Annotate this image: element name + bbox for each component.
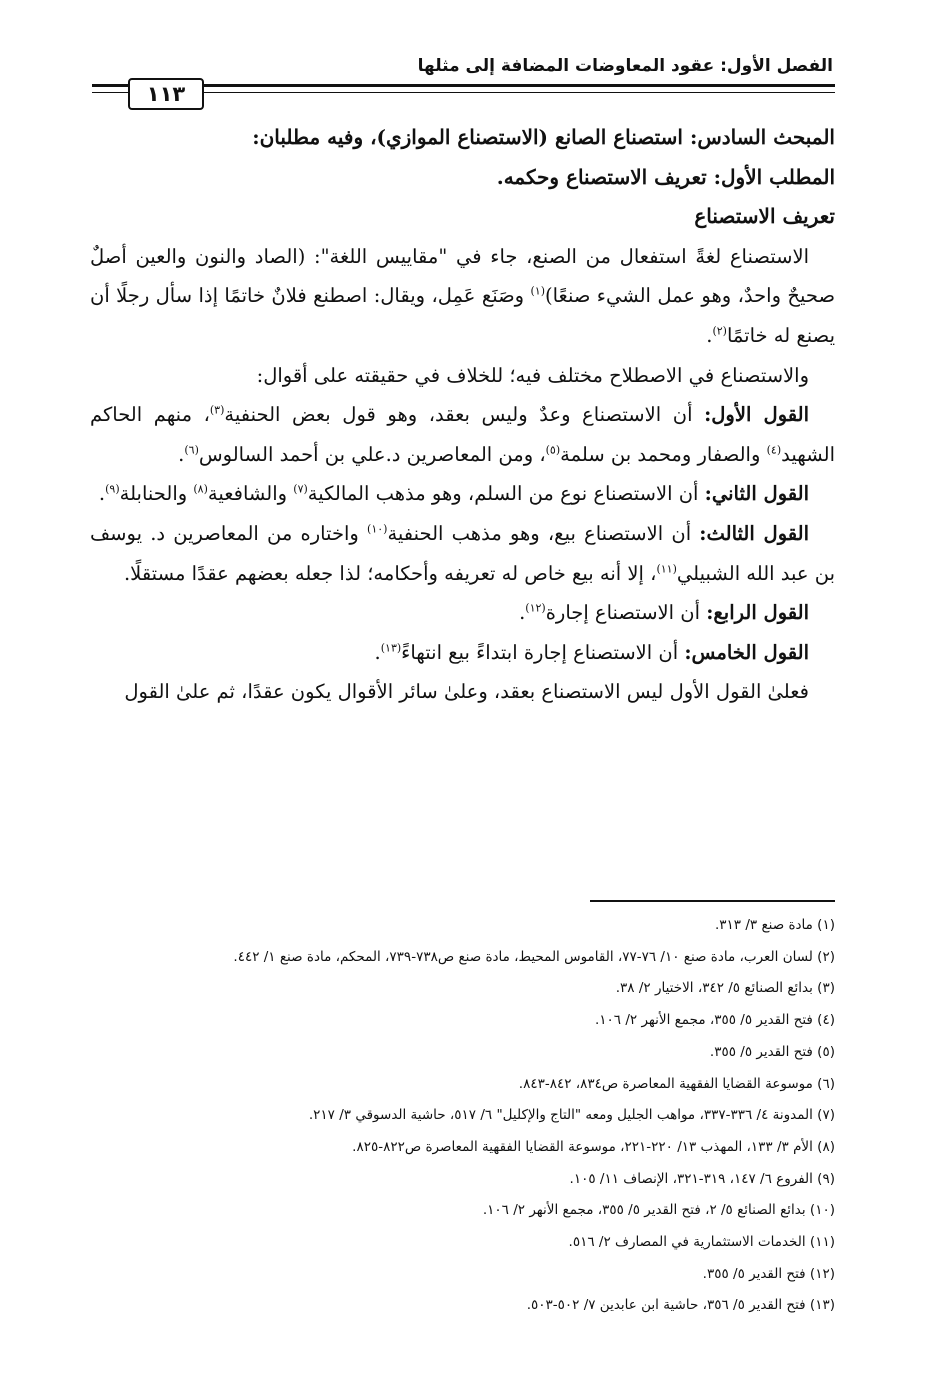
section-heading: المبحث السادس: استصناع الصانع (الاستصناع الموازي)، وفيه مطلبان: xyxy=(252,125,835,149)
opinion-text: والحنابلة xyxy=(119,482,194,506)
footnote-ref[interactable]: (١١) xyxy=(656,562,677,576)
opinion-text: أن الاستصناع نوع من السلم، وهو مذهب المالكية xyxy=(307,482,705,506)
footnote-ref[interactable]: (١٢) xyxy=(525,601,546,615)
footnote: (١) مادة صنع ٣/ ٣١٣. xyxy=(714,917,835,933)
footnote: (١٣) فتح القدير ٥/ ٣٥٦، حاشية ابن عابدين ٧/ ٥٠٢-٥٠٣. xyxy=(526,1297,835,1314)
opinion-label: القول الثالث: xyxy=(699,521,810,545)
footnote: (٢) لسان العرب، مادة صنع ١٠/ ٧٦-٧٧، القاموس المحيط، مادة صنع ص٧٣٨-٧٣٩، المحكم، مادة صنع ١/ ٤٤٢. xyxy=(233,948,835,965)
opinion-text: والصفار ومحمد بن سلمة xyxy=(560,442,767,466)
footnote-ref[interactable]: (٤) xyxy=(766,443,782,457)
opinion-text: أن الاستصناع إجارة ابتداءً بيع انتهاءً xyxy=(401,640,685,664)
footnote: (١١) الخدمات الاستثمارية في المصارف ٢/ ٥١٦. xyxy=(568,1234,835,1251)
footnotes xyxy=(90,910,835,1322)
opinion-text: . xyxy=(98,482,106,506)
footnote-ref[interactable]: (٢) xyxy=(712,324,727,338)
footnote-ref[interactable]: (١٣) xyxy=(380,641,402,655)
opinion-text: واختاره من المعاصرين د. يوسف بن عبد الله الشبيلي xyxy=(90,521,835,585)
footnote-ref[interactable]: (٨) xyxy=(193,482,208,496)
opinion-2 xyxy=(90,474,835,514)
footnote: (٧) المدونة ٤/ ٣٣٦-٣٣٧، مواهب الجليل ومعه "التاج والإكليل" ٦/ ٥١٧، حاشية الدسوقي ٣/ ٢١٧. xyxy=(308,1107,835,1124)
footnote-ref[interactable]: (٦) xyxy=(184,443,199,457)
subsection-heading: المطلب الأول: تعريف الاستصناع وحكمه. xyxy=(496,164,835,189)
opinion-text: . xyxy=(178,442,185,466)
opinion-text: أن الاستصناع إجارة xyxy=(545,601,707,625)
footnote: (٤) فتح القدير ٥/ ٣٥٥، مجمع الأنهر ٢/ ١٠٦. xyxy=(594,1012,835,1029)
footnote-ref[interactable]: (٥) xyxy=(545,443,561,457)
opinion-5 xyxy=(90,633,835,673)
footnote: (٦) موسوعة القضايا الفقهية المعاصرة ص٨٣٤، ٨٤٢-٨٤٣. xyxy=(518,1075,835,1092)
footnote: (٥) فتح القدير ٥/ ٣٥٥. xyxy=(709,1043,835,1060)
footnote-ref[interactable]: (٩) xyxy=(105,482,120,496)
opinion-text: أن الاستصناع بيع، وهو مذهب الحنفية xyxy=(387,521,700,545)
opinion-text: ، إلا أنه بيع خاص له تعريفه وأحكامه؛ لذا جعله بعضهم عقدًا مستقلًا. xyxy=(123,561,657,585)
opinion-label: القول الخامس: xyxy=(684,640,809,664)
footnote: (٩) الفروع ٦/ ١٤٧، ٣١٩-٣٢١، الإنصاف ١١/ ١٠٥. xyxy=(569,1170,835,1187)
opinion-1 xyxy=(90,395,835,474)
opinion-text: والشافعية xyxy=(207,482,294,506)
running-head: الفصل الأول: عقود المعاوضات المضافة إلى مثلها xyxy=(417,56,833,76)
footnote-ref[interactable]: (١٠) xyxy=(367,522,388,536)
opinion-4 xyxy=(90,593,835,633)
paragraph-conclusion: فعلىٰ القول الأول ليس الاستصناع بعقد، وعلىٰ سائر الأقوال يكون عقدًا، ثم علىٰ القول xyxy=(124,680,809,704)
opinion-text: ، ومن المعاصرين د.علي بن أحمد السالوس xyxy=(198,442,546,466)
paragraph-text: . xyxy=(706,323,713,347)
footnote-ref[interactable]: (٣) xyxy=(209,403,225,417)
opinion-label: القول الأول: xyxy=(704,403,810,427)
footnote-ref[interactable]: (٧) xyxy=(293,482,308,496)
opinion-label: القول الثاني: xyxy=(704,482,809,506)
definition-heading: تعريف الاستصناع xyxy=(694,204,835,229)
footnote: (١٢) فتح القدير ٥/ ٣٥٥. xyxy=(702,1265,835,1282)
paragraph-linguistic xyxy=(90,237,835,356)
paragraph-terminology: والاستصناع في الاصطلاح مختلف فيه؛ للخلاف في حقيقته على أقوال: xyxy=(256,363,809,387)
footnote: (٨) الأم ٣/ ١٣٣، المهذب ١٣/ ٢٢٠-٢٢١، موسوعة القضايا الفقهية المعاصرة ص٨٢٢-٨٢٥. xyxy=(352,1138,835,1155)
footnote: (٣) بدائع الصنائع ٥/ ٣٤٢، الاختيار ٢/ ٣٨. xyxy=(615,980,835,997)
opinion-label: القول الرابع: xyxy=(706,601,809,625)
opinion-text: أن الاستصناع وعدٌ وليس بعقد، وهو قول بعض الحنفية xyxy=(224,403,705,427)
paragraph-text: وصَنَع عَمِل، ويقال: اصطنع فلانٌ خاتمًا إذا سأل رجلًا أن يصنع له خاتمًا xyxy=(90,284,835,347)
footnote-separator xyxy=(590,900,835,902)
opinion-text: . xyxy=(519,601,526,625)
page-number: ١١٣ xyxy=(128,78,204,110)
opinion-text: . xyxy=(374,640,381,664)
opinion-text: ، منهم الحاكم الشهيد xyxy=(90,403,835,466)
opinion-3 xyxy=(90,514,835,593)
paragraph-text: الاستصناع لغةً استفعال من الصنع، جاء في "مقاييس اللغة": (الصاد والنون والعين أصلٌ صحيحٌ واحدٌ، وهو عمل الشيء صنعًا) xyxy=(90,244,835,308)
main-text xyxy=(90,118,835,712)
footnote-ref[interactable]: (١) xyxy=(530,284,545,298)
footnote: (١٠) بدائع الصنائع ٥/ ٢، فتح القدير ٥/ ٣٥٥، مجمع الأنهر ٢/ ١٠٦. xyxy=(482,1202,835,1219)
